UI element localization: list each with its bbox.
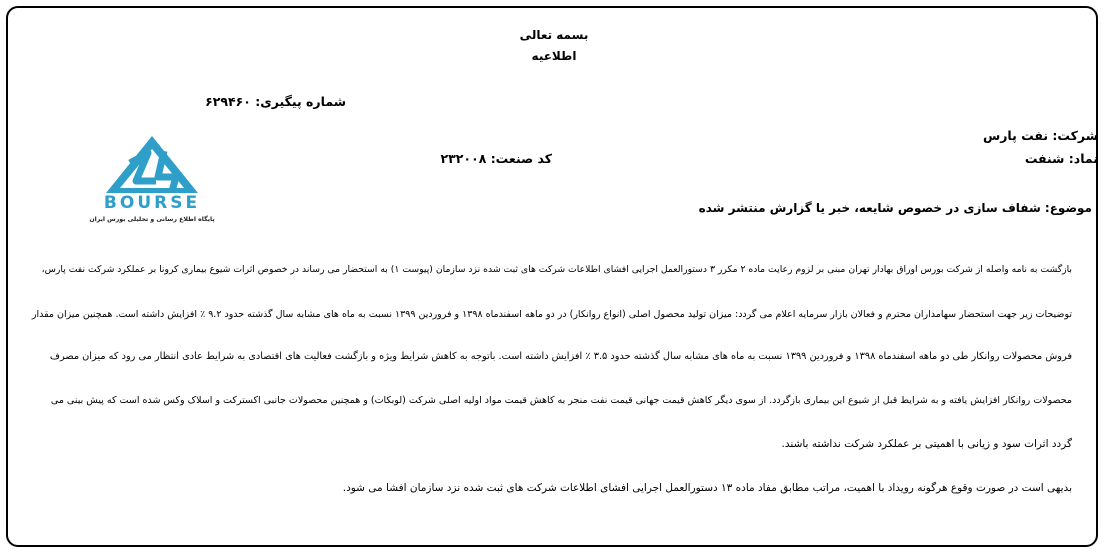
body-line-6: بدیهی است در صورت وقوع هرگونه رویداد با اهمیت، مراتب مطابق مفاد ماده ۱۳ دستورالعمل اجرایی افشای اطلاعات شرکت های ثبت شده نزد سازمان افشا می شود. (342, 482, 1072, 494)
industry-label: کد صنعت: (490, 151, 552, 166)
notice-title: اطلاعیه (531, 49, 577, 63)
bismillah-heading: بسمه تعالی (519, 28, 589, 42)
company-name: شرکت: نفت پارس (982, 128, 1098, 143)
body-line-3: فروش محصولات روانکار طی دو ماهه اسفندماه ۱۳۹۸ و فروردین ۱۳۹۹ نسبت به ماه های مشابه سال گذشته حدود ۳.۵ ٪ افزایش داشته است. باتوجه به کاهش شرایط ویژه و بازگشت فعالیت های اقتصادی به شرایط عادی انتظار می رود که میزان مصرف (49, 351, 1072, 362)
bourse-logo (80, 133, 225, 228)
logo-tagline: پایگاه اطلاع رسانی و تحلیلی بورس ایران (89, 216, 215, 223)
body-line-2: توضیحات زیر جهت استحضار سهامداران محترم و فعالان بازار سرمایه اعلام می گردد: میزان تولید محصول اصلی (انواع روانکار) در دو ماهه اسفندماه ۱۳۹۸ و فروردین ۱۳۹۹ نسبت به ماه های مشابه سال گذشته حدود ۹.۲ ٪ افزایش داشته است. همچنین میزان مقدار (31, 309, 1072, 320)
tracking-value: ۶۲۹۴۶۰ (205, 94, 251, 109)
company-symbol: نماد: شنفت (1024, 151, 1098, 166)
subject-line: موضوع: شفاف سازی در خصوص شایعه، خبر یا گزارش منتشر شده (698, 201, 1092, 215)
bourse-logo-graphic (80, 133, 225, 228)
body-line-4: محصولات روانکار افزایش یافته و به شرایط قبل از شیوع این بیماری بازگردد. از سوی دیگر کاهش قیمت جهانی قیمت نفت منجر به کاهش قیمت مواد اولیه اصلی شرکت (لوبکات) و همچنین محصولات جانبی اکسترکت و اسلاک وکس شده است که پیش بینی می (50, 395, 1072, 406)
body-line-1: بازگشت به نامه واصله از شرکت بورس اوراق بهادار تهران مبنی بر لزوم رعایت ماده ۲ مکرر ۳ دستورالعمل اجرایی افشای اطلاعات شرکت های ثبت شده نزد سازمان (پیوست ۱) به استحضار می رساند در خصوص اثرات شیوع بیماری کرونا بر عملکرد شرکت نفت پارس، (41, 264, 1072, 275)
tracking-number (205, 94, 346, 109)
industry-value: ۲۳۲۰۰۸ (440, 151, 487, 166)
notice-frame (6, 6, 1098, 547)
body-line-5: گردد اثرات سود و زیانی با اهمیتی بر عملکرد شرکت نداشته باشند. (781, 438, 1072, 450)
industry-code (441, 151, 552, 166)
logo-brand-text: BOURSE (103, 193, 201, 213)
tracking-label: شماره پیگیری: (255, 94, 346, 109)
